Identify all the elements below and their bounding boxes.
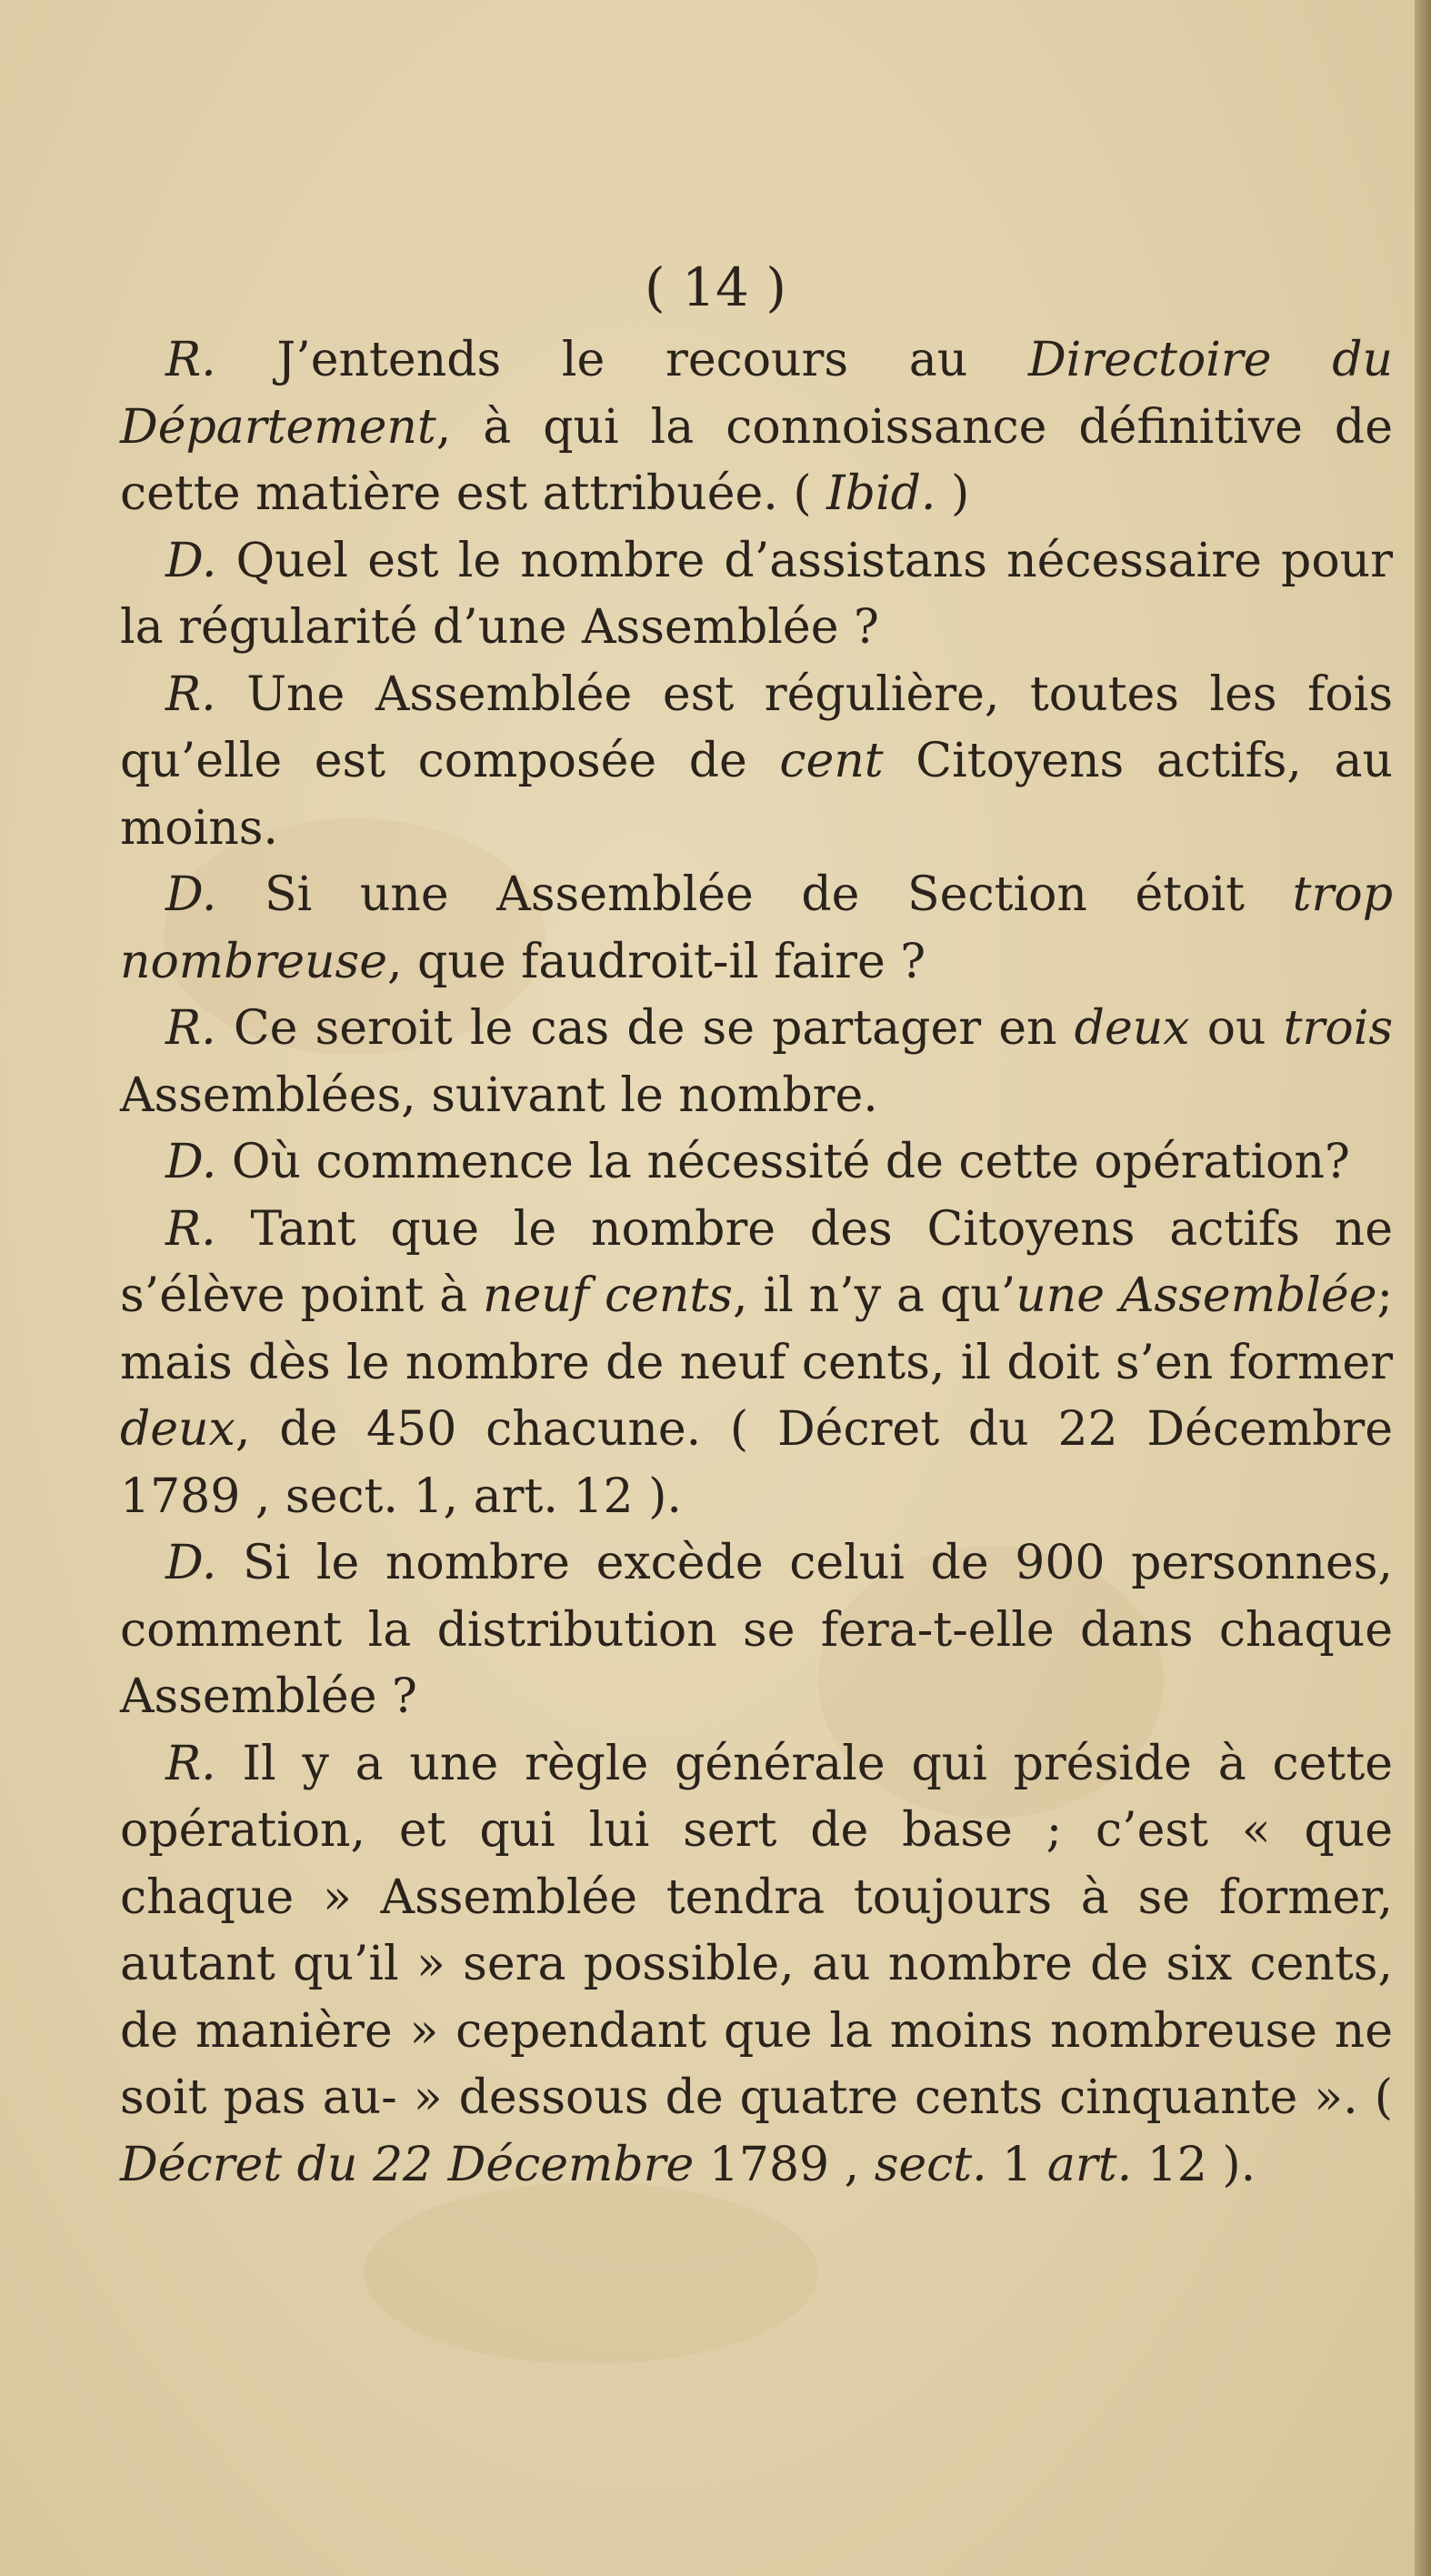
text-segment: ) [936, 466, 970, 521]
speaker-label: R. [165, 667, 216, 722]
italic-text: une Assemblée [1016, 1268, 1377, 1323]
paragraph [120, 1129, 1393, 1197]
paragraph [120, 1530, 1393, 1731]
italic-text: art. [1046, 2137, 1133, 2192]
text-segment: Quel est le nombre d’assistans nécessaire pour la régularité d’une Assemblée ? [120, 533, 1394, 655]
paragraph [120, 996, 1393, 1129]
italic-text: Directoire du Département [120, 333, 1393, 455]
paragraph [120, 1197, 1393, 1531]
text-segment: Il y a une règle générale qui préside à cette opération, et qui lui sert de base ; c’est « que chaque » Assemblée tendra toujours à se former, autant qu’il » sera possible, au nombre de six cents, de manière » cependant que la moins nombreuse ne soit pas au- » dessous de quatre cents cinquante ». ( [120, 1736, 1393, 2125]
speaker-label: D. [165, 867, 217, 922]
speaker-label: R. [165, 1736, 216, 1791]
text-segment: , de 450 chacune. ( Décret du 22 Décembre 1789 , sect. 1, art. 12 ). [120, 1402, 1393, 1524]
text-segment: J’entends le recours au [276, 333, 1028, 387]
paper-stain [364, 2182, 818, 2364]
italic-text: deux [1074, 1001, 1190, 1056]
text-segment: 1789 , [694, 2137, 875, 2192]
speaker-label: D. [165, 1536, 217, 1590]
text-segment: Citoyens actifs, au moins. [120, 734, 1394, 856]
italic-text: Ibid. [826, 466, 936, 521]
italic-text: cent [779, 734, 884, 788]
text-segment: , à qui la connoissance définitive de cette matière est attribuée. ( [120, 399, 1393, 521]
text-segment: , il n’y a qu’ [732, 1268, 1016, 1323]
text-segment: 1 [986, 2137, 1047, 2192]
paragraph [120, 662, 1393, 863]
paragraph [120, 327, 1393, 528]
speaker-label: R. [165, 333, 216, 387]
page-edge [1415, 0, 1431, 2576]
speaker-label: R. [165, 1001, 216, 1056]
text-segment: Une Assemblée est régulière, toutes les fois qu’elle est composée de [120, 667, 1394, 788]
text-segment: ; mais dès le nombre de neuf cents, il doit s’en former [120, 1268, 1394, 1390]
italic-text: sect. [874, 2137, 987, 2192]
text-segment: Où commence la nécessité de cette opération? [231, 1135, 1350, 1189]
text-segment: Ce seroit le cas de se partager en [233, 1001, 1075, 1056]
paragraph [120, 862, 1393, 996]
speaker-label: D. [165, 1135, 217, 1189]
paragraph [120, 1731, 1393, 2200]
text-segment: Si le nombre excède celui de 900 personnes, comment la distribution se fera-t-elle dans chaque Assemblée ? [120, 1536, 1393, 1724]
page-number: ( 14 ) [645, 256, 786, 318]
speaker-label: R. [165, 1201, 216, 1257]
speaker-label: D. [165, 533, 217, 588]
paragraph [120, 528, 1393, 662]
italic-text: deux [120, 1402, 235, 1457]
italic-text: trop nombreuse [120, 867, 1394, 989]
italic-text: trois [1283, 1001, 1394, 1056]
text-segment: , que faudroit-il faire ? [386, 934, 926, 989]
italic-text: Décret du 22 Décembre [120, 2137, 695, 2192]
text-segment: ou [1189, 1001, 1284, 1056]
text-segment: Assemblées, suivant le nombre. [120, 1067, 878, 1123]
italic-text: neuf cents [483, 1268, 733, 1323]
text-segment: Tant que le nombre des Citoyens actifs ne s’élève point à [120, 1201, 1393, 1323]
text-segment: Si une Assemblée de Section étoit [265, 867, 1293, 922]
body-text [120, 327, 1393, 2199]
text-segment: 12 ). [1132, 2137, 1256, 2192]
